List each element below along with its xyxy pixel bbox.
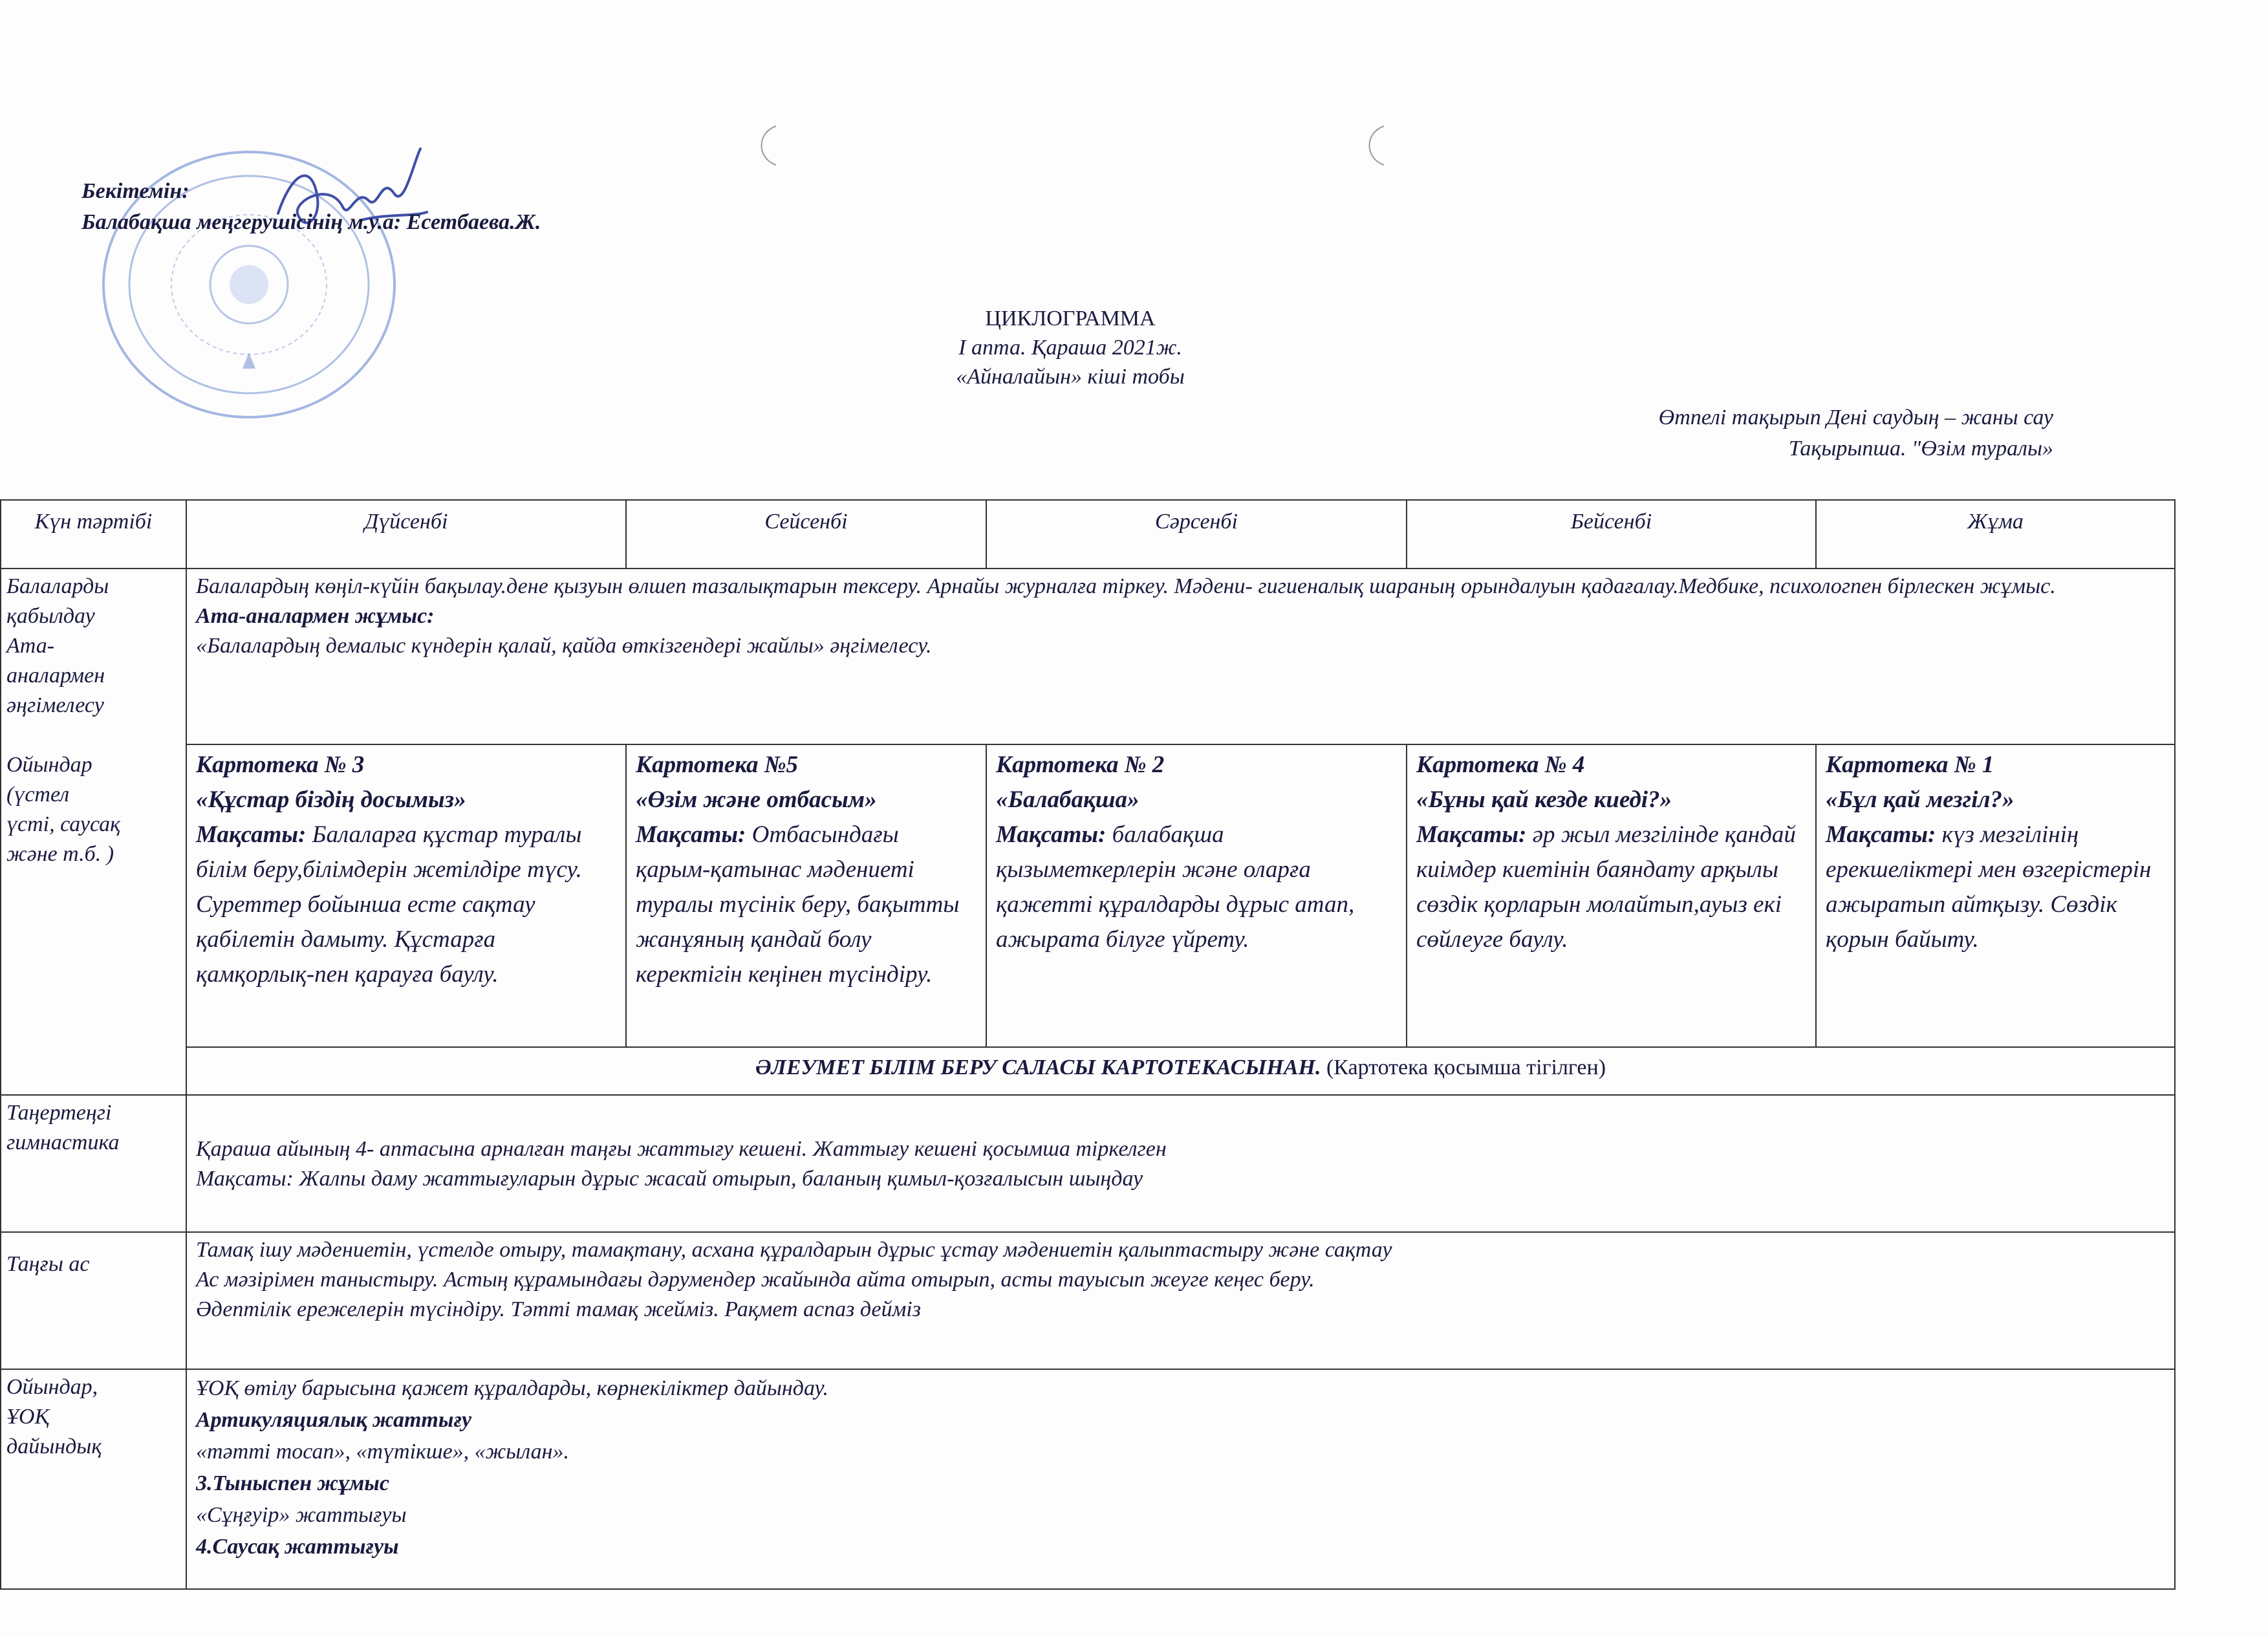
- label-line: Балаларды: [6, 574, 109, 598]
- card-goal: әр жыл мезгілінде қандай киімдер киетінін баяндату арқылы сөздік қорларын молайтып,ауыз екі сөйлеуге баулу.: [1416, 821, 1796, 953]
- schedule-table: [0, 499, 2176, 1590]
- label-line: Таңертеңгі: [6, 1101, 112, 1125]
- table-row: [1, 1232, 2175, 1369]
- label-line: ҰОҚ: [6, 1405, 50, 1429]
- breakfast-line: Ас мәзірімен таныстыру. Астың құрамындағы дәрумендер жайында айта отырып, асты тауысып жеуге кеңес беру.: [196, 1268, 1315, 1292]
- header-cell: Бейсенбі: [1407, 500, 1816, 568]
- card-goal: Балаларға құстар туралы білім беру,білімдерін жетілдіре түсу. Суреттер бойынша есте сақтау қабілетін дамыту. Құстарға қамқорлық-пен қарауға баулу.: [196, 821, 582, 988]
- punch-hole-mark: [1358, 123, 1390, 168]
- header-cell: Жұма: [1816, 500, 2175, 568]
- card-goal: балабақша қызыметкерлерін және оларға қажетті құралдарды дұрыс атап, ажырата білуге үйрету.: [996, 821, 1355, 953]
- card-goal-label: Мақсаты:: [1826, 821, 1936, 848]
- gymnastics-goal: Мақсаты: Жалпы даму жаттығуларын дұрыс жасай отырып, баланың қимыл-қозғалысын шыңдау: [196, 1167, 1143, 1191]
- row-label-prep: [1, 1369, 186, 1589]
- table-row: [1, 1095, 2175, 1232]
- games-footer: [186, 1047, 2175, 1095]
- breakfast-line: Әдептілік ережелерін түсіндіру. Тәтті тамақ жейміз. Рақмет аспаз дейміз: [196, 1297, 921, 1321]
- gymnastics-content: [186, 1095, 2175, 1232]
- approval-signatory: Балабақша меңгерушісінің м.у.а: Есетбаева.Ж.: [81, 210, 541, 234]
- card-title: Картотека №5: [636, 752, 799, 778]
- header-cell: Күн тәртібі: [1, 500, 186, 568]
- breakfast-content: [186, 1232, 2175, 1369]
- games-footer-note: (Картотека қосымша тігілген): [1321, 1056, 1606, 1079]
- card-name: «Құстар біздің досымыз»: [196, 786, 466, 813]
- prep-line: «Сұңғуір» жаттығуы: [196, 1503, 407, 1527]
- card-name: «Бұл қай мезгіл?»: [1826, 786, 2014, 813]
- table-row: [1, 1369, 2175, 1589]
- games-footer-bold: ӘЛЕУМЕТ БІЛІМ БЕРУ САЛАСЫ КАРТОТЕКАСЫНАН.: [755, 1056, 1321, 1079]
- card-title: Картотека № 4: [1416, 752, 1585, 778]
- table-row: [1, 1047, 2175, 1095]
- header-cell: Сейсенбі: [626, 500, 986, 568]
- title-line-1: ЦИКЛОГРАММА: [985, 307, 1156, 330]
- label-line: Ойындар,: [6, 1375, 98, 1399]
- card-name: «Балабақша»: [996, 786, 1139, 813]
- reception-text: Балалардың көңіл-күйін бақылау.дене қызуын өлшеп тазалықтарын тексеру. Арнайы журналға тіркеу. Мәдени- гигиеналық шараның орындалуын қадағалау.Медбике, психологпен бірлескен жұмыс.: [196, 574, 2056, 598]
- reception-content: [186, 568, 2175, 744]
- title-line-2: I апта. Қараша 2021ж.: [958, 336, 1182, 360]
- label-line: үсті, саусақ: [6, 812, 121, 836]
- prep-content: [186, 1369, 2175, 1589]
- game-card: [1816, 744, 2175, 1047]
- game-card: [626, 744, 986, 1047]
- game-card: [186, 744, 626, 1047]
- document-title: [795, 304, 1345, 391]
- prep-heading: 3.Тыныспен жұмыс: [196, 1471, 389, 1495]
- approval-label: Бекітемін:: [81, 179, 189, 203]
- label-line: әңгімелесу: [6, 693, 104, 717]
- approval-block: [81, 176, 541, 238]
- parents-heading: Ата-аналармен жұмыс:: [196, 604, 435, 628]
- table-row: [1, 568, 2175, 744]
- label-line: қабылдау: [6, 604, 95, 628]
- card-name: «Бұны қай кезде киеді?»: [1416, 786, 1672, 813]
- card-goal-label: Мақсаты:: [996, 821, 1107, 848]
- card-title: Картотека № 3: [196, 752, 365, 778]
- title-line-3: «Айналайын» кіші тобы: [956, 365, 1185, 389]
- game-card: [986, 744, 1407, 1047]
- label-line: және т.б. ): [6, 842, 114, 866]
- row-label-gymnastics: [1, 1095, 186, 1232]
- card-name: «Өзім және отбасым»: [636, 786, 877, 813]
- topic-line-2: Тақырыпша. "Өзім туралы»: [1788, 437, 2053, 460]
- card-goal-label: Мақсаты:: [196, 821, 307, 848]
- topic-block: [1659, 402, 2053, 464]
- breakfast-line: Тамақ ішу мәдениетін, үстелде отыру, тамақтану, асхана құралдарын дұрыс ұстау мәдениетін қалыптастыру және сақтау: [196, 1238, 1392, 1262]
- label-line: дайындық: [6, 1435, 102, 1458]
- prep-line: «тәтті тосап», «түтікше», «жылан».: [196, 1440, 569, 1464]
- label-line: Ата-: [6, 634, 55, 658]
- punch-hole-mark: [750, 123, 783, 168]
- table-header-row: [1, 500, 2175, 568]
- label-line: Ойындар: [6, 753, 92, 777]
- prep-heading: 4.Саусақ жаттығуы: [196, 1535, 399, 1559]
- gymnastics-line: Қараша айының 4- аптасына арналған таңғы жаттығу кешені. Жаттығу кешені қосымша тіркелген: [196, 1137, 1167, 1161]
- card-title: Картотека № 1: [1826, 752, 1994, 778]
- prep-line: ҰОҚ өтілу барысына қажет құралдарды, көрнекіліктер дайындау.: [196, 1376, 828, 1400]
- game-card: [1407, 744, 1816, 1047]
- card-goal: Отбасындағы қарым-қатынас мәдениеті туралы түсінік беру, бақытты жанұяның қандай болу керектігін кеңінен түсіндіру.: [636, 821, 960, 988]
- header-cell: Сәрсенбі: [986, 500, 1407, 568]
- card-goal: күз мезгілінің ерекшеліктері мен өзгерістерін ажыратып айтқызу. Сөздік қорын байыту.: [1826, 821, 2152, 953]
- parents-text: «Балалардың демалыс күндерін қалай, қайда өткізгендері жайлы» әңгімелесу.: [196, 634, 932, 658]
- label-line: аналармен: [6, 664, 105, 688]
- card-goal-label: Мақсаты:: [636, 821, 746, 848]
- card-title: Картотека № 2: [996, 752, 1165, 778]
- row-label-reception: [1, 568, 186, 1095]
- label-line: гимнастика: [6, 1131, 120, 1154]
- card-goal-label: Мақсаты:: [1416, 821, 1527, 848]
- label-line: (үстел: [6, 783, 70, 807]
- header-cell: Дүйсенбі: [186, 500, 626, 568]
- row-label-breakfast: Таңғы ас: [1, 1232, 186, 1369]
- topic-line-1: Өтпелі тақырып Дені саудың – жаны сау: [1658, 406, 2053, 429]
- table-row: [1, 744, 2175, 1047]
- prep-heading: Артикуляциялық жаттығу: [196, 1408, 472, 1432]
